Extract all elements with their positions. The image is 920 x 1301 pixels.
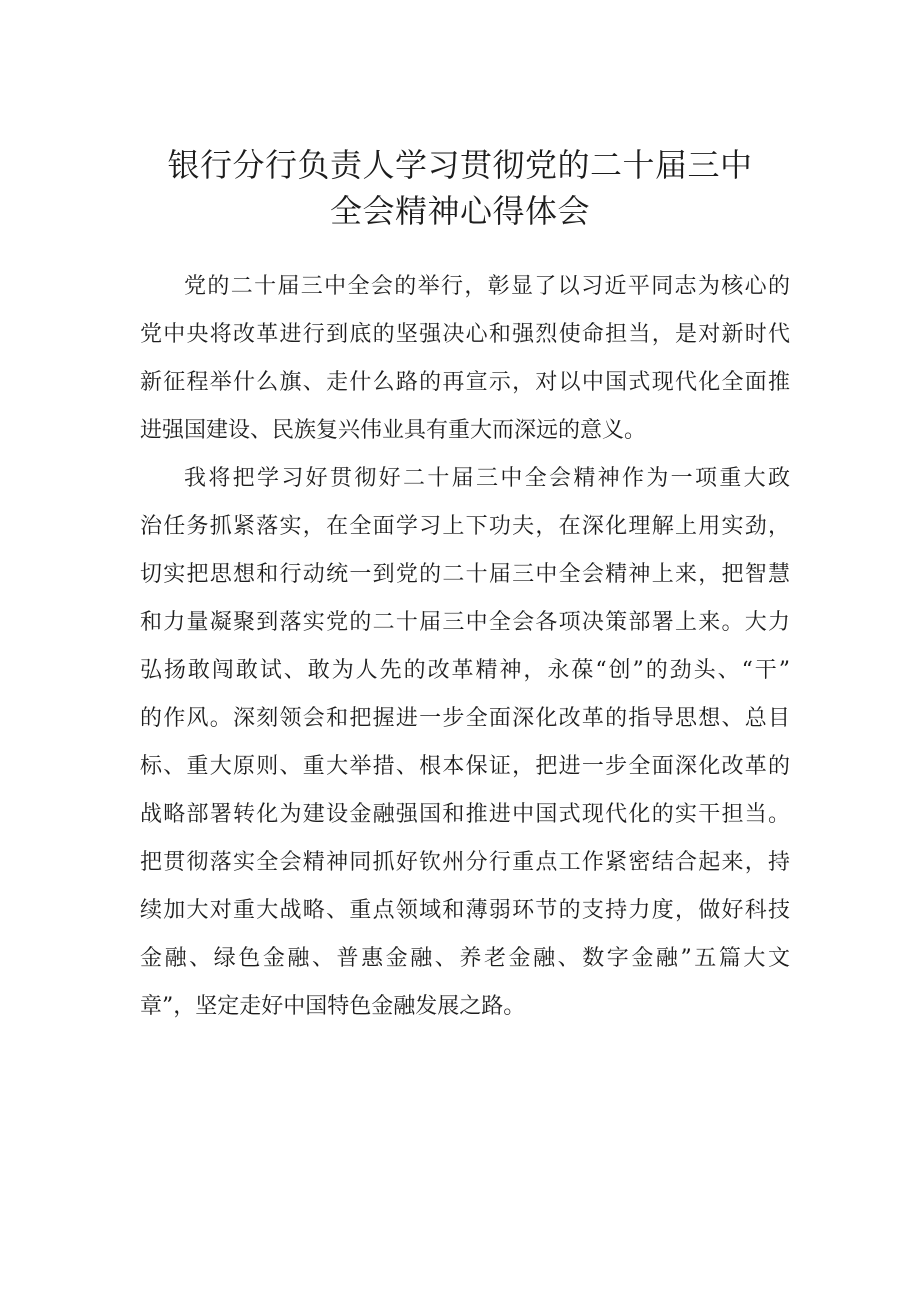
- paragraph-line: 党的二十届三中全会的举行，彰显了以习近平同志为核心的: [184, 274, 790, 299]
- paragraph-line: 弘扬敢闯敢试、敢为人先的改革精神，永葆“创”的劲头、“干”: [140, 658, 790, 683]
- document-body: [140, 263, 790, 1031]
- paragraph-line: 把贯彻落实全会精神同抓好钦州分行重点工作紧密结合起来，持: [140, 850, 790, 875]
- document-title: [0, 142, 920, 234]
- paragraph-line: 党中央将改革进行到底的坚强决心和强烈使命担当，是对新时代: [140, 322, 790, 347]
- paragraph-line: 和力量凝聚到落实党的二十届三中全会各项决策部署上来。大力: [140, 610, 790, 635]
- paragraph-line: 章”，坚定走好中国特色金融发展之路。: [140, 994, 526, 1019]
- paragraph-line: 治任务抓紧落实，在全面学习上下功夫，在深化理解上用实劲，: [140, 514, 790, 539]
- paragraph-line: 我将把学习好贯彻好二十届三中全会精神作为一项重大政: [184, 466, 790, 491]
- paragraph-line: 战略部署转化为建设金融强国和推进中国式现代化的实干担当。: [140, 802, 790, 827]
- paragraph-1: [140, 263, 790, 455]
- paragraph-line: 的作风。深刻领会和把握进一步全面深化改革的指导思想、总目: [140, 706, 790, 731]
- paragraph-line: 切实把思想和行动统一到党的二十届三中全会精神上来，把智慧: [140, 562, 790, 587]
- paragraph-line: 新征程举什么旗、走什么路的再宣示，对以中国式现代化全面推: [140, 370, 790, 395]
- title-line-2: 全会精神心得体会: [329, 192, 590, 230]
- title-line-1: 银行分行负责人学习贯彻党的二十届三中: [167, 146, 753, 184]
- paragraph-2: [140, 455, 790, 1031]
- paragraph-line: 续加大对重大战略、重点领域和薄弱环节的支持力度，做好科技: [140, 898, 790, 923]
- paragraph-line: 进强国建设、民族复兴伟业具有重大而深远的意义。: [140, 418, 647, 443]
- paragraph-line: 标、重大原则、重大举措、根本保证，把进一步全面深化改革的: [140, 754, 790, 779]
- paragraph-line: 金融、绿色金融、普惠金融、养老金融、数字金融”五篇大文: [140, 946, 790, 971]
